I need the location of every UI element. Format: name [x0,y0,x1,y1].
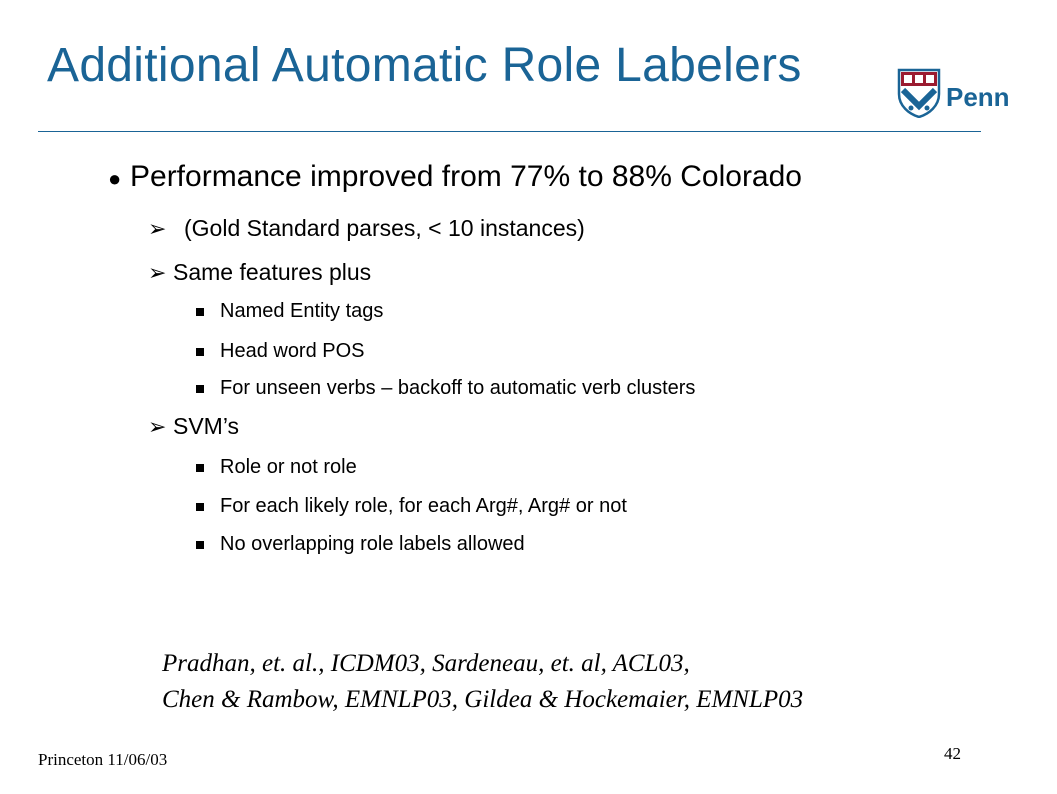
square-bullet-icon [196,385,204,393]
arrow-bullet-icon: ➢ [148,414,167,439]
slide-title: Additional Automatic Role Labelers [47,39,802,92]
citation-block [162,646,803,718]
round-bullet-icon: ● [108,166,122,191]
arrow-bullet-icon: ➢ [148,260,167,285]
square-bullet-icon [196,541,204,549]
citation-line: Pradhan, et. al., ICDM03, Sardeneau, et. al, ACL03, [162,650,690,677]
citation-line: Chen & Rambow, EMNLP03, Gildea & Hockemaier, EMNLP03 [162,686,804,713]
title-divider [38,131,981,132]
sub-bullet-text: Named Entity tags [220,300,384,322]
square-bullet-icon [196,503,204,511]
sub-bullet-text: No overlapping role labels allowed [220,533,525,555]
sub-bullet-text: For unseen verbs – backoff to automatic verb clusters [220,377,696,399]
footer-date: Princeton 11/06/03 [38,750,168,769]
sub-bullet-text: Head word POS [220,340,365,362]
page-number: 42 [944,744,961,763]
square-bullet-icon [196,464,204,472]
bullet-text: SVM’s [173,413,240,439]
sub-bullet-text: Role or not role [220,456,357,478]
square-bullet-icon [196,348,204,356]
penn-logo-text: Penn [946,82,1010,112]
bullet-text: Performance improved from 77% to 88% Colorado [130,160,802,193]
penn-shield-icon [897,68,941,118]
square-bullet-icon [196,308,204,316]
bullet-text: Same features plus [173,259,372,285]
arrow-bullet-icon: ➢ [148,216,167,241]
sub-bullet-text: For each likely role, for each Arg#, Arg# or not [220,495,627,517]
bullet-text: (Gold Standard parses, < 10 instances) [184,215,585,241]
